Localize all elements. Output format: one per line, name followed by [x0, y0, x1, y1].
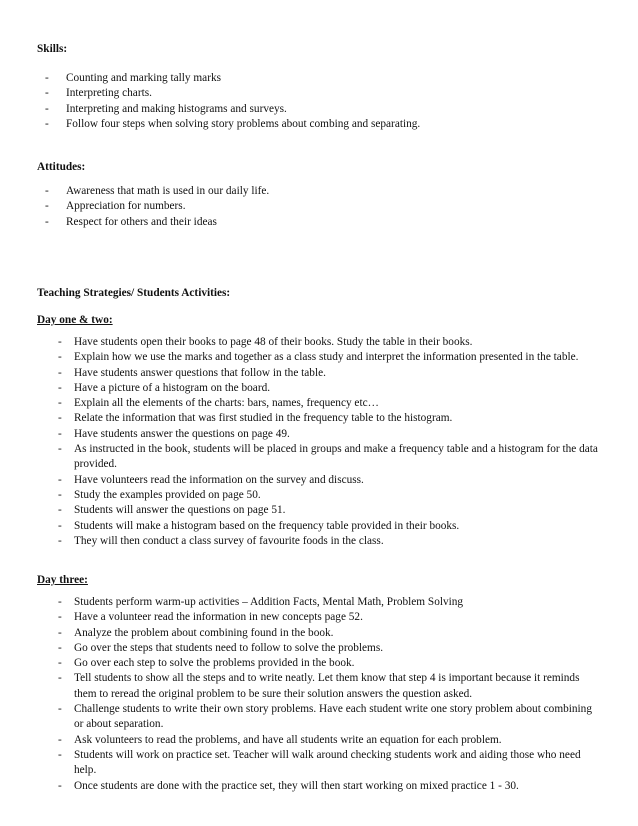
bullet-dash: -	[45, 200, 49, 213]
day-three-item-text: Once students are done with the practice set, they will then start working on mixed practice 1 - 30.	[74, 779, 519, 792]
day-three-item-text: Students perform warm-up activities – Addition Facts, Mental Math, Problem Solving	[74, 596, 464, 608]
day-one-two-item-text: Explain all the elements of the charts: bars, names, frequency etc…	[74, 397, 379, 410]
day-three-item-text: Ask volunteers to read the problems, and have all students write an equation for each problem.	[74, 733, 502, 746]
bullet-dash: -	[58, 351, 62, 364]
day-one-two-item-text: Students will answer the questions on page 51.	[74, 504, 286, 517]
day-one-two-item-text: They will then conduct a class survey of favourite foods in the class.	[74, 534, 384, 547]
bullet-dash: -	[58, 443, 62, 456]
strategies-heading: Teaching Strategies/ Students Activities:	[37, 287, 231, 299]
skill-item	[0, 71, 638, 86]
skills-list	[0, 71, 638, 132]
bullet-dash: -	[58, 504, 62, 517]
day-one-two-item-text: Have volunteers read the information on the survey and discuss.	[74, 473, 364, 486]
day-three-item	[0, 595, 600, 610]
attitude-item	[0, 215, 638, 230]
day-one-two-item	[0, 534, 600, 549]
day-one-two-list	[0, 335, 600, 549]
day-three-item-text: Have a volunteer read the information in new concepts page 52.	[74, 611, 363, 624]
bullet-dash: -	[58, 427, 62, 440]
day-three-item	[0, 702, 600, 733]
attitude-item-text: Appreciation for numbers.	[66, 200, 186, 213]
skill-item-text: Follow four steps when solving story problems about combing and separating.	[66, 117, 421, 130]
bullet-dash: -	[58, 596, 62, 608]
bullet-dash: -	[45, 72, 49, 84]
bullet-dash: -	[58, 611, 62, 624]
day-one-two-item-text: Have students answer questions that follow in the table.	[74, 366, 326, 379]
skill-item	[0, 86, 638, 101]
bullet-dash: -	[45, 185, 49, 197]
day-three-item	[0, 641, 600, 656]
day-one-two-item-text: Relate the information that was first studied in the frequency table to the histogram.	[74, 412, 453, 425]
bullet-dash: -	[58, 672, 62, 685]
bullet-dash: -	[58, 748, 62, 761]
day-one-two-item-text: Explain how we use the marks and together as a class study and interpret the information presented in the table.	[74, 351, 579, 364]
day-one-two-item-text: Have students answer the questions on page 49.	[74, 427, 290, 440]
bullet-dash: -	[58, 733, 62, 746]
day-one-two-heading: Day one & two:	[37, 314, 113, 326]
skill-item	[0, 117, 638, 132]
day-one-two-item	[0, 473, 600, 488]
day-one-two-item	[0, 442, 600, 473]
day-three-item-text: Students will work on practice set. Teacher will walk around checking students work and aiding those who need help.	[74, 748, 581, 777]
bullet-dash: -	[58, 519, 62, 532]
day-three-item-text: Challenge students to write their own story problems. Have each student write one story problem about combining or about separation.	[74, 703, 592, 731]
day-three-item-text: Go over each step to solve the problems provided in the book.	[74, 657, 355, 670]
bullet-dash: -	[58, 641, 62, 654]
attitude-item	[0, 199, 638, 214]
day-one-two-item	[0, 381, 600, 396]
day-one-two-item	[0, 503, 600, 518]
bullet-dash: -	[58, 336, 62, 348]
day-three-item	[0, 748, 600, 779]
bullet-dash: -	[58, 412, 62, 425]
skill-item-text: Interpreting and making histograms and surveys.	[66, 102, 287, 115]
day-one-two-item-text: Have a picture of a histogram on the board.	[74, 381, 271, 394]
day-one-two-item	[0, 396, 600, 411]
bullet-dash: -	[58, 473, 62, 486]
bullet-dash: -	[45, 102, 49, 115]
day-one-two-item-text: Students will make a histogram based on the frequency table provided in their books.	[74, 519, 460, 532]
day-one-two-item	[0, 411, 600, 426]
bullet-dash: -	[58, 488, 62, 501]
bullet-dash: -	[58, 626, 62, 639]
attitude-item	[0, 184, 638, 199]
attitude-item-text: Awareness that math is used in our daily life.	[66, 185, 270, 197]
day-one-two-item-text: Study the examples provided on page 50.	[74, 488, 261, 501]
day-three-item	[0, 656, 600, 671]
bullet-dash: -	[45, 215, 49, 228]
day-one-two-item	[0, 335, 600, 350]
bullet-dash: -	[45, 87, 49, 100]
bullet-dash: -	[58, 703, 62, 716]
day-three-heading: Day three:	[37, 574, 88, 586]
attitudes-heading: Attitudes:	[37, 161, 86, 173]
bullet-dash: -	[58, 397, 62, 410]
day-one-two-item	[0, 519, 600, 534]
attitudes-list	[0, 184, 638, 230]
day-three-item-text: Tell students to show all the steps and to write neatly. Let them know that step 4 is important because it reminds them to reread the original problem to be sure their solution answers the question asked.	[74, 672, 580, 700]
bullet-dash: -	[58, 657, 62, 670]
day-three-item-text: Analyze the problem about combining found in the book.	[74, 626, 334, 639]
day-three-item	[0, 671, 600, 702]
day-three-item-text: Go over the steps that students need to follow to solve the problems.	[74, 641, 384, 654]
day-one-two-item-text: Have students open their books to page 48 of their books. Study the table in their books.	[74, 336, 473, 348]
bullet-dash: -	[58, 534, 62, 547]
day-one-two-item	[0, 350, 600, 365]
bullet-dash: -	[58, 779, 62, 792]
day-three-item	[0, 626, 600, 641]
day-three-item	[0, 610, 600, 625]
day-three-item	[0, 779, 600, 794]
skill-item-text: Interpreting charts.	[66, 87, 152, 100]
day-one-two-item-text: As instructed in the book, students will be placed in groups and make a frequency table and a histogram for the data provided.	[74, 443, 598, 471]
day-one-two-item	[0, 488, 600, 503]
bullet-dash: -	[58, 381, 62, 394]
attitude-item-text: Respect for others and their ideas	[66, 215, 217, 228]
skill-item-text: Counting and marking tally marks	[66, 72, 221, 84]
day-one-two-item	[0, 366, 600, 381]
day-one-two-item	[0, 427, 600, 442]
day-three-list	[0, 595, 600, 794]
day-three-item	[0, 733, 600, 748]
skills-heading: Skills:	[37, 43, 68, 55]
skill-item	[0, 102, 638, 117]
bullet-dash: -	[58, 366, 62, 379]
bullet-dash: -	[45, 117, 49, 130]
